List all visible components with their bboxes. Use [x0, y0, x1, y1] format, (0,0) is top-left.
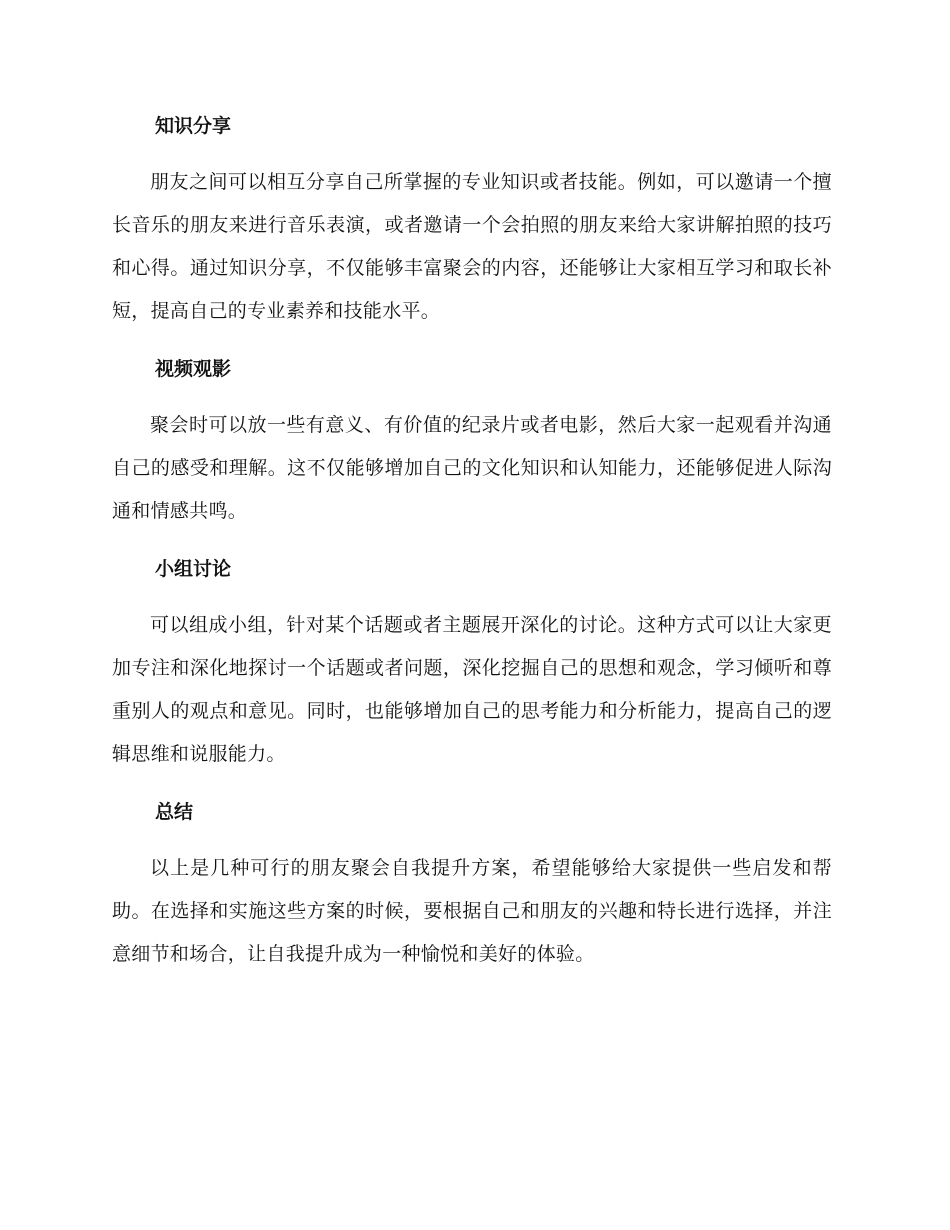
section-paragraph: 聚会时可以放一些有意义、有价值的纪录片或者电影，然后大家一起观看并沟通自己的感受和理解。这不仅能够增加自己的文化知识和认知能力，还能够促进人际沟通和情感共鸣。 — [112, 414, 832, 522]
section-video-viewing — [112, 351, 832, 533]
document-page — [112, 108, 832, 994]
section-heading: 小组讨论 — [155, 558, 232, 580]
section-heading: 知识分享 — [155, 115, 232, 137]
section-heading: 总结 — [155, 801, 194, 823]
section-paragraph: 朋友之间可以相互分享自己所掌握的专业知识或者技能。例如，可以邀请一个擅长音乐的朋友来进行音乐表演，或者邀请一个会拍照的朋友来给大家讲解拍照的技巧和心得。通过知识分享，不仅能够丰富聚会的内容，还能够让大家相互学习和取长补短，提高自己的专业素养和技能水平。 — [112, 171, 832, 322]
section-paragraph: 以上是几种可行的朋友聚会自我提升方案，希望能够给大家提供一些启发和帮助。在选择和实施这些方案的时候，要根据自己和朋友的兴趣和特长进行选择，并注意细节和场合，让自我提升成为一种愉悦和美好的体验。 — [112, 857, 832, 965]
section-group-discussion — [112, 551, 832, 776]
section-summary — [112, 794, 832, 976]
section-paragraph: 可以组成小组，针对某个话题或者主题展开深化的讨论。这种方式可以让大家更加专注和深化地探讨一个话题或者问题，深化挖掘自己的思想和观念，学习倾听和尊重别人的观点和意见。同时，也能够增加自己的思考能力和分析能力，提高自己的逻辑思维和说服能力。 — [112, 614, 832, 765]
section-heading: 视频观影 — [155, 358, 232, 380]
section-knowledge-sharing — [112, 108, 832, 333]
